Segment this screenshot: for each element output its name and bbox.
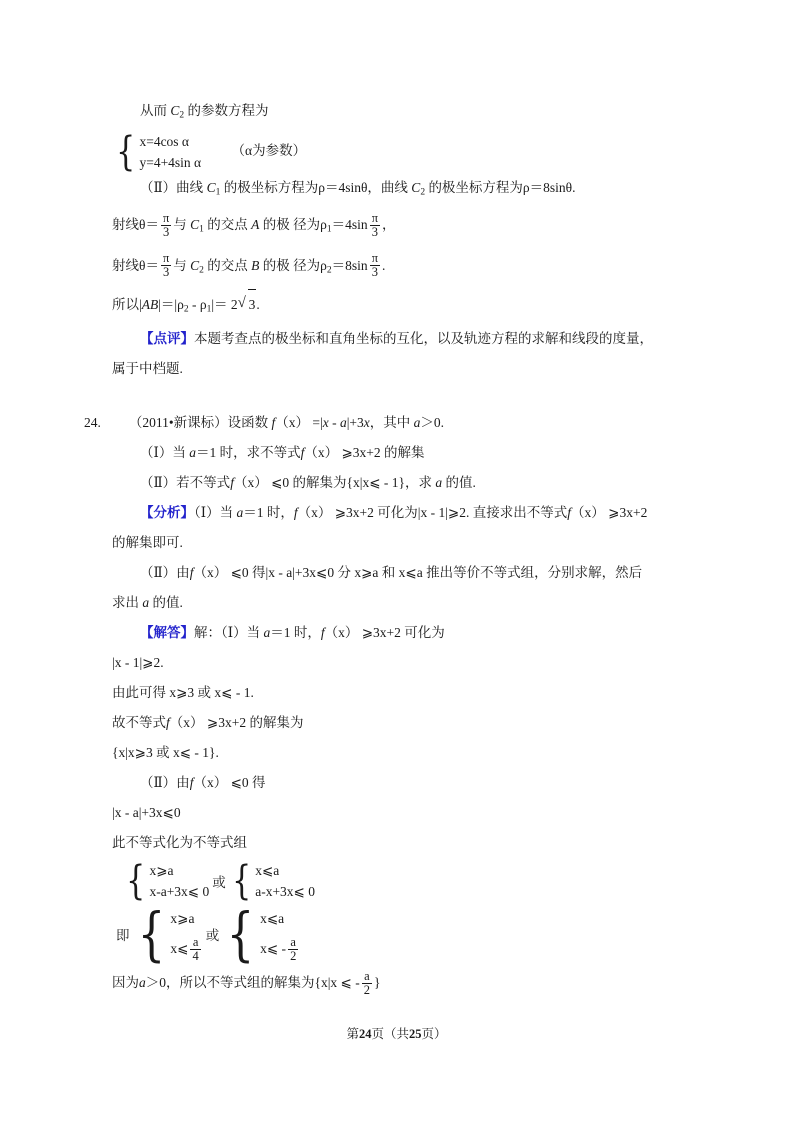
ray2-mid: 与: [173, 257, 191, 273]
system1-or-label: 或: [212, 875, 226, 891]
ray2-curve-subscript: 2: [199, 265, 204, 276]
answer-var-a: a: [263, 625, 271, 641]
analysis-l2: 的解集即可.: [112, 535, 183, 551]
line-comment: [112, 324, 692, 354]
part2-tail: 的值.: [442, 475, 476, 491]
parametric-note: （α为参数）: [231, 142, 307, 158]
line-ab-result: [112, 289, 692, 325]
footer-prefix: 第: [346, 1027, 359, 1041]
system1-right-rows: [255, 860, 315, 902]
comment-text-2: 属于中档题.: [112, 361, 183, 377]
ray2-mid3: 的极 径为ρ: [259, 257, 327, 273]
ray2-tail: .: [382, 257, 386, 273]
ray2-prefix: 射线θ＝: [112, 257, 159, 273]
ray2-curve-symbol: C: [190, 257, 200, 273]
system2-right-rows: [260, 904, 300, 964]
analysis-tag: 【分析】: [140, 505, 194, 521]
system2-left-rows: [170, 904, 202, 964]
answer-l6-f: f: [189, 775, 194, 791]
analysis-line-1: [112, 498, 692, 528]
answer-line-2: [112, 648, 692, 678]
left-brace-icon: {: [231, 858, 252, 905]
parametric-row-y: y=4+4sin α: [139, 154, 202, 170]
final-mid: ＞0，所以不等式组的解集为{x|x ⩽ -: [145, 975, 360, 991]
problem-24-statement: [84, 408, 692, 438]
answer-line-3: [112, 678, 692, 708]
problem-24-part-1: [112, 438, 692, 468]
ray1-angle-denominator: 3: [161, 225, 171, 239]
answer-l3: 由此可得 x⩾3 或 x⩽ - 1.: [112, 685, 254, 701]
parametric-rows: [139, 131, 201, 173]
curve-c1-symbol: C: [206, 179, 216, 195]
result-prefix: 所以|: [112, 296, 142, 312]
part2-f-symbol: f: [230, 475, 234, 491]
ray2-mid2: 的交点: [203, 257, 252, 273]
line-ray-a: [112, 207, 692, 248]
system2-left-row2: [170, 934, 202, 964]
analysis-f-symbol: f: [293, 505, 298, 521]
answer-final-line: [112, 964, 692, 1002]
analysis-f-args-2: （x）: [571, 505, 605, 521]
answer-line-8: [112, 828, 692, 858]
answer-f-args: （x）: [324, 625, 359, 641]
line-parametric-intro: [112, 96, 692, 131]
analysis-l4-tail: 的值.: [149, 595, 183, 611]
system1-right-row2: a-x+3x⩽ 0: [255, 884, 315, 900]
answer-line-5: [112, 738, 692, 768]
ray2-result-denominator: 3: [370, 265, 380, 279]
system1-left-rows: [149, 860, 209, 902]
stmt-minus: -: [328, 415, 340, 431]
analysis-l1-m1: ＝1 时，: [243, 505, 294, 521]
final-numerator: a: [364, 968, 370, 983]
stmt-rest: |+3: [346, 415, 364, 431]
segment-ab-symbol: AB: [141, 296, 159, 312]
footer-current-page: 24: [358, 1027, 372, 1041]
line-polar-equations: [112, 173, 692, 208]
problem-number: 24.: [84, 415, 101, 431]
var-x-1: x: [322, 415, 329, 431]
answer-line-1: [112, 618, 692, 648]
ray1-result-fraction: [370, 212, 380, 239]
system2-prefix: 即: [116, 928, 130, 944]
analysis-line-4: [112, 588, 692, 618]
ray1-mid4: ＝4sin: [331, 217, 368, 233]
curve-c2-subscript: 2: [179, 110, 185, 121]
part2-mid: ⩽0 的解集为{x|x⩽ - 1}，求: [267, 475, 436, 491]
part2-prefix: （Ⅱ）若不等式: [140, 475, 231, 491]
left-brace-icon: {: [226, 900, 255, 969]
ray2-mid4: ＝8sin: [331, 257, 368, 273]
result-tail: .: [256, 296, 260, 312]
ray1-result-numerator: π: [371, 210, 378, 225]
answer-l1-m: ＝1 时，: [270, 625, 321, 641]
system2-left-denominator: 4: [192, 948, 199, 963]
answer-l6-tail: ⩽0 得: [227, 775, 266, 791]
function-f-symbol: f: [271, 415, 276, 431]
curve-c2-symbol-2: C: [411, 179, 421, 195]
comment-text: 本题考查点的极坐标和直角坐标的互化，以及轨迹方程的求解和线段的度量，: [194, 331, 653, 347]
polar-seg2: 的极坐标方程为ρ＝4sinθ，曲线: [220, 179, 412, 195]
analysis-l4-pre: 求出: [112, 595, 143, 611]
final-denominator: 2: [363, 982, 370, 997]
answer-l4-f: f: [166, 715, 170, 731]
left-brace-icon: {: [137, 900, 165, 969]
answer-l8: 此不等式化为不等式组: [112, 835, 247, 851]
parametric-row-x: x=4cos α: [139, 133, 190, 149]
system2-right-row2-pre: x⩽ -: [260, 941, 287, 957]
analysis-var-a: a: [236, 505, 244, 521]
system2-right-numerator: a: [290, 934, 296, 949]
final-prefix: 因为: [112, 975, 139, 991]
answer-l4-tail: ⩾3x+2 的解集为: [203, 715, 304, 731]
system1-right-row1: x⩽a: [255, 863, 280, 879]
ray1-curve-symbol: C: [190, 217, 200, 233]
left-brace-icon: {: [126, 858, 146, 905]
page-footer: [0, 1024, 793, 1042]
rho2-subscript: 2: [183, 304, 189, 315]
answer-l4-pre: 故不等式: [112, 715, 166, 731]
ray1-point-symbol: A: [251, 217, 260, 233]
ray1-tail: ，: [382, 217, 396, 233]
answer-line-4: [112, 708, 692, 738]
analysis-line-2: [112, 528, 692, 558]
ray1-prefix: 射线θ＝: [112, 217, 159, 233]
analysis-l4-a: a: [142, 595, 150, 611]
system2-right-row1: x⩽a: [260, 911, 285, 927]
system2-right-denominator: 2: [290, 948, 297, 963]
part1-mid: ＝1 时，求不等式: [195, 445, 301, 461]
part1-tail: ⩾3x+2 的解集: [338, 445, 425, 461]
ray2-angle-fraction: [161, 252, 171, 279]
part1-prefix: （Ⅰ）当: [140, 445, 190, 461]
analysis-l3-m1: ⩽0 得|x - a|+3x⩽0 分 x⩾a 和 x⩽a 推出等价不等式组，分别求解，然后: [227, 565, 643, 581]
analysis-f-args: （x）: [297, 505, 332, 521]
analysis-l3-f: f: [189, 565, 194, 581]
intro-prefix: 从而: [140, 103, 171, 118]
analysis-l1-m2: ⩾3x+2 可化为|x - 1|⩾2. 直接求出不等式: [331, 505, 568, 521]
system2-left-fraction: [190, 936, 200, 963]
comment-tag: 【点评】: [140, 331, 194, 347]
system1-left: [123, 858, 210, 905]
part1-f-symbol: f: [300, 445, 305, 461]
system2-left-numerator: a: [192, 934, 199, 949]
footer-middle: 页（共: [371, 1027, 409, 1041]
curve-c1-subscript: 1: [215, 187, 221, 198]
answer-l1-tail: ⩾3x+2 可化为: [358, 625, 445, 641]
sqrt-icon: [238, 289, 260, 320]
final-var-a: a: [139, 975, 146, 991]
ray2-result-numerator: π: [371, 251, 378, 266]
analysis-l1-tail: ⩾3x+2: [604, 505, 648, 521]
inequality-system-2: [112, 900, 692, 969]
answer-l6-pre: （Ⅱ）由: [140, 775, 190, 791]
ray1-rho-subscript: 1: [326, 224, 332, 235]
ray1-angle-fraction: [161, 212, 171, 239]
stmt-end: ＞0.: [420, 415, 445, 431]
answer-l1-pre: 解：（Ⅰ）当: [194, 625, 264, 641]
parametric-system-block: [112, 128, 692, 175]
final-fraction: [362, 970, 372, 997]
parametric-brace-system: [113, 128, 202, 175]
ray1-mid2: 的交点: [203, 217, 252, 233]
ray2-result-fraction: [370, 252, 380, 279]
line-ray-b: [112, 248, 692, 289]
inequality-system-1: [112, 858, 692, 905]
part1-f-args: （x）: [304, 445, 339, 461]
ray2-point-symbol: B: [251, 257, 260, 273]
result-equals: |＝ 2: [211, 296, 238, 312]
part2-var-a: a: [435, 475, 443, 491]
ray1-result-denominator: 3: [370, 225, 380, 239]
problem-24-part-2: [112, 468, 692, 498]
ray2-angle-denominator: 3: [161, 265, 171, 279]
polar-seg1: （Ⅱ）曲线: [140, 179, 207, 195]
result-minus: - ρ: [188, 296, 207, 312]
var-x-2: x: [363, 415, 370, 431]
system1-right: [229, 858, 315, 905]
system2-right-row2: [260, 934, 300, 964]
answer-f-symbol: f: [320, 625, 325, 641]
ray1-curve-subscript: 1: [199, 224, 204, 235]
var-a-2: a: [413, 415, 421, 431]
stmt-mid: =|: [309, 415, 323, 431]
answer-l5: {x|x⩾3 或 x⩽ - 1}.: [112, 745, 219, 761]
ray1-mid: 与: [173, 217, 191, 233]
answer-l7: |x - a|+3x⩽0: [112, 805, 181, 821]
analysis-line-3: [112, 558, 692, 588]
curve-c2-symbol: C: [170, 103, 180, 118]
system2-left: [133, 900, 203, 969]
analysis-l3-pre: （Ⅱ）由: [140, 565, 190, 581]
analysis-l1-pre: （Ⅰ）当: [194, 505, 237, 521]
system2-left-row2-pre: x⩽: [170, 941, 189, 957]
sqrt-radicand: 3: [248, 289, 257, 320]
system1-left-row1: x⩾a: [149, 863, 174, 879]
left-brace-icon: {: [116, 128, 136, 175]
ray2-rho-subscript: 2: [326, 265, 332, 276]
footer-total-pages: 25: [409, 1027, 422, 1041]
polar-seg3: 的极坐标方程为ρ＝8sinθ.: [425, 179, 576, 195]
system2-right-fraction: [288, 936, 298, 963]
answer-l2: |x - 1|⩾2.: [112, 655, 164, 671]
intro-suffix: 的参数方程为: [184, 103, 269, 118]
result-mid: |＝|ρ: [158, 296, 184, 312]
system1-left-row2: x-a+3x⩽ 0: [149, 884, 210, 900]
curve-c2-subscript-2: 2: [420, 187, 426, 198]
ray1-angle-numerator: π: [162, 210, 170, 225]
rho1-subscript: 1: [206, 304, 212, 315]
answer-line-7: [112, 798, 692, 828]
stmt-tail: ，其中: [369, 415, 414, 431]
answer-l6-fargs: （x）: [193, 775, 228, 791]
final-tail: }: [374, 975, 381, 991]
answer-line-6: [112, 768, 692, 798]
answer-tag: 【解答】: [140, 625, 194, 641]
problem-source: （2011•新课标）设函数: [128, 415, 272, 431]
analysis-f-symbol-2: f: [567, 505, 572, 521]
ray2-angle-numerator: π: [162, 251, 170, 266]
var-a-1: a: [339, 415, 347, 431]
system2-or-label: 或: [205, 928, 220, 944]
line-comment-2: [112, 354, 692, 384]
part2-f-args: （x）: [233, 475, 268, 491]
answer-l4-fargs: （x）: [169, 715, 204, 731]
ray1-mid3: 的极 径为ρ: [259, 217, 327, 233]
analysis-l3-fargs: （x）: [193, 565, 228, 581]
system2-right: [222, 900, 300, 969]
page-content: [84, 96, 692, 1002]
function-args: （x）: [275, 415, 309, 431]
system2-left-row1: x⩾a: [170, 911, 195, 927]
footer-suffix: 页）: [421, 1027, 447, 1041]
part1-var-a: a: [189, 445, 196, 461]
